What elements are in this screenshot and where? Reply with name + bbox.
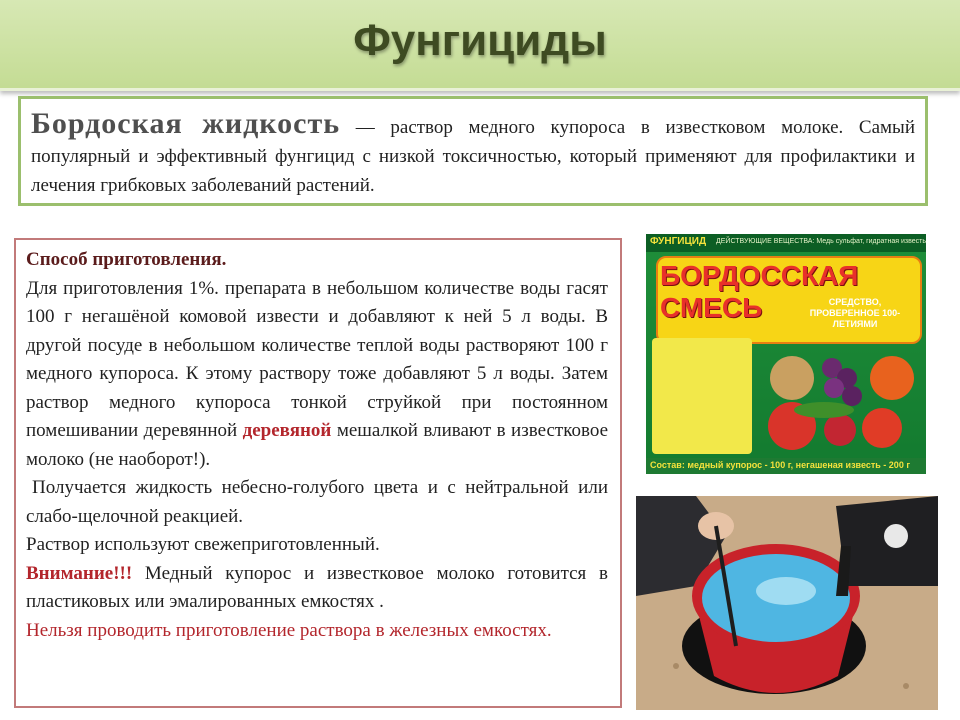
- slide-title: Фунгициды: [353, 16, 607, 65]
- potato-icon: [770, 356, 814, 400]
- package-ingredients: ДЕЙСТВУЮЩИЕ ВЕЩЕСТВА: Медь сульфат, гидратная известь: [716, 238, 926, 245]
- sand-speck: [673, 663, 679, 669]
- container-cap: [884, 524, 908, 548]
- definition-term: Бордоская жидкость: [31, 107, 341, 140]
- definition-text: — раствор медного купороса в известковом молоке. Самый популярный и эффективный фунгицид с низкой токсичностью, который применяют для профилактики и лечения грибковых заболеваний растений.: [31, 117, 915, 196]
- grape-icon: [824, 378, 844, 398]
- product-package-image: [646, 234, 926, 474]
- fruit-illustration: [752, 338, 924, 456]
- strawberry-icon: [862, 408, 902, 448]
- title-bar: [0, 0, 960, 91]
- package-info-panel: [652, 338, 752, 454]
- method-text-part1: Для приготовления 1%. препарата в небольшом количестве воды гасят 100 г негашёной комовой извести и добавляют к ней 5 л воды. В другой посуде в небольшом количестве теплой воды растворяют 100 г медного купороса. К этому раствору тоже добавляют 5 л воды. Затем раствор медного купороса тонкой струйкой при постоянном помешивании деревянной: [26, 277, 608, 441]
- usage-paragraph: Раствор используют свежеприготовленный.: [26, 534, 380, 555]
- bucket-photo: [636, 496, 938, 710]
- apple-icon: [870, 356, 914, 400]
- package-name-line2: СМЕСЬ: [660, 292, 763, 323]
- leaf-icon: [794, 402, 854, 418]
- method-paragraph: [26, 275, 608, 475]
- result-paragraph: Получается жидкость небесно-голубого цвета и с нейтральной или слабо-щелочной реакцией.: [26, 477, 608, 527]
- grape-icon: [842, 386, 862, 406]
- warning-paragraph: [26, 560, 608, 617]
- package-brand: ФУНГИЦИД: [650, 236, 707, 247]
- method-text-part2: мешалкой вливают в известковое молоко (не наоборот!).: [26, 420, 609, 470]
- sand-speck: [903, 683, 909, 689]
- preparation-method-box: [14, 238, 622, 708]
- definition-box: [18, 96, 928, 206]
- method-text-red: деревяной: [242, 420, 332, 441]
- bucket-illustration: [636, 496, 938, 710]
- warning-text: Медный купорос и известковое молоко готовится в пластиковых или эмалированных емкостях .: [26, 562, 608, 612]
- package-slogan: СРЕДСТВО, ПРОВЕРЕННОЕ 100-ЛЕТИЯМИ: [809, 297, 901, 329]
- package-composition: Состав: медный купорос - 100 г, негашеная известь - 200 г: [650, 460, 911, 470]
- prohibition-paragraph: Нельзя проводить приготовление раствора в железных емкостях.: [26, 619, 552, 641]
- cherry-icon: [824, 414, 856, 446]
- warning-label: Внимание!!!: [26, 562, 133, 584]
- package-name-line1: БОРДОССКАЯ: [660, 260, 859, 291]
- liquid-foam: [756, 577, 816, 605]
- method-heading: Способ приготовления.: [26, 249, 227, 270]
